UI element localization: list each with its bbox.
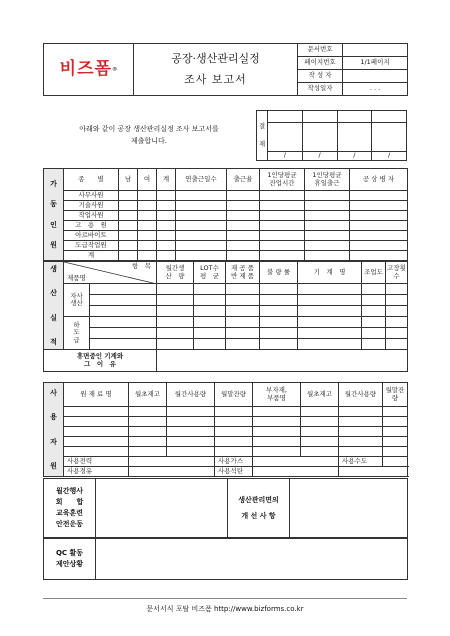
- doc-field-label: 작성일자: [298, 83, 343, 96]
- materials-cell[interactable]: [339, 417, 383, 427]
- header-table: [43, 43, 408, 96]
- production-cell[interactable]: [157, 295, 194, 306]
- production-cell[interactable]: [157, 284, 194, 295]
- materials-header: 월간사용량: [167, 383, 215, 407]
- materials-cell[interactable]: [167, 447, 215, 457]
- materials-cell[interactable]: [301, 407, 339, 417]
- staff-cell[interactable]: [176, 241, 227, 251]
- materials-cell[interactable]: [215, 447, 253, 457]
- staff-cell[interactable]: [305, 251, 350, 261]
- staff-row-label: 사무사원: [64, 191, 119, 201]
- utility-value[interactable]: [339, 467, 408, 477]
- staff-cell[interactable]: [176, 211, 227, 221]
- materials-header: 월초재고: [301, 383, 339, 407]
- approval-title-cell[interactable]: [337, 111, 372, 123]
- section-char: 산: [50, 289, 57, 298]
- production-cell[interactable]: [226, 284, 260, 295]
- corner-bottom-label: 제품명: [67, 273, 86, 282]
- intro-line2: 제출합니다.: [130, 136, 168, 145]
- production-cell[interactable]: [298, 328, 362, 339]
- production-cell[interactable]: [298, 284, 362, 295]
- approval-date-cell[interactable]: /: [302, 152, 337, 161]
- corner-top-label: 항 목: [131, 262, 151, 270]
- production-cell[interactable]: [386, 328, 408, 339]
- staff-header: 출근율: [227, 169, 260, 191]
- materials-header: 월초재고: [129, 383, 167, 407]
- materials-table: [43, 382, 408, 477]
- production-cell[interactable]: [260, 317, 298, 328]
- production-header: 재 공 품 반 제 품: [226, 262, 260, 284]
- staff-cell[interactable]: [119, 201, 138, 211]
- production-cell[interactable]: [194, 339, 226, 350]
- production-corner-cell: [64, 262, 157, 284]
- production-cell[interactable]: [90, 295, 157, 306]
- production-header: 월간생 산 량: [157, 262, 194, 284]
- production-cell[interactable]: [194, 306, 226, 317]
- production-cell[interactable]: [362, 306, 386, 317]
- materials-cell[interactable]: [64, 437, 129, 447]
- staff-cell[interactable]: [119, 191, 138, 201]
- production-group-label: 자사 생산: [64, 284, 90, 317]
- section-char: 원: [50, 461, 57, 470]
- production-header: 불 량 률: [260, 262, 298, 284]
- staff-cell[interactable]: [157, 251, 176, 261]
- staff-table: [43, 168, 408, 261]
- staff-cell[interactable]: [305, 221, 350, 231]
- utility-value[interactable]: [129, 467, 215, 477]
- staff-row-label: 기술사원: [64, 201, 119, 211]
- materials-cell[interactable]: [383, 427, 408, 437]
- logo-cell: [44, 44, 134, 96]
- section-char: 사: [50, 389, 57, 398]
- production-cell[interactable]: [157, 339, 194, 350]
- materials-cell[interactable]: [64, 447, 129, 457]
- production-cell[interactable]: [362, 317, 386, 328]
- staff-cell[interactable]: [119, 221, 138, 231]
- closure-reason-field[interactable]: [157, 350, 408, 372]
- production-table: [43, 261, 408, 372]
- staff-cell[interactable]: [305, 201, 350, 211]
- materials-header: 원 재 료 명: [64, 383, 129, 407]
- approval-date-cell[interactable]: /: [372, 152, 407, 161]
- staff-cell[interactable]: [119, 251, 138, 261]
- staff-cell[interactable]: [227, 211, 260, 221]
- production-cell[interactable]: [90, 284, 157, 295]
- production-header: LOT수 평 균: [194, 262, 226, 284]
- production-cell[interactable]: [386, 317, 408, 328]
- materials-header: 월말잔 량: [383, 383, 408, 407]
- staff-header: 여: [138, 169, 157, 191]
- footer-text: 문서서식 포탈 비즈폼 http://www.bizforms.co.kr: [146, 605, 304, 613]
- section-char: 생: [50, 265, 57, 274]
- materials-cell[interactable]: [129, 407, 167, 417]
- section-char: 자: [50, 437, 57, 446]
- production-cell[interactable]: [90, 306, 157, 317]
- production-cell[interactable]: [362, 284, 386, 295]
- staff-section-label: [44, 169, 64, 261]
- staff-cell[interactable]: [227, 201, 260, 211]
- staff-row-label: 아르바이트: [64, 231, 119, 241]
- production-cell[interactable]: [362, 295, 386, 306]
- production-cell[interactable]: [260, 284, 298, 295]
- doc-field-value[interactable]: [343, 44, 408, 57]
- production-section-label: [44, 262, 64, 350]
- qc-label: QC 활동 제안상황: [44, 539, 96, 580]
- staff-cell[interactable]: [260, 221, 305, 231]
- materials-header: 부자재, 부품명: [253, 383, 301, 407]
- production-cell[interactable]: [226, 295, 260, 306]
- production-cell[interactable]: [362, 339, 386, 350]
- production-cell[interactable]: [298, 295, 362, 306]
- production-cell[interactable]: [90, 339, 157, 350]
- materials-cell[interactable]: [383, 417, 408, 427]
- approval-date-cell[interactable]: /: [337, 152, 372, 161]
- staff-cell[interactable]: [157, 211, 176, 221]
- section-char: 용: [50, 413, 57, 422]
- production-cell[interactable]: [194, 295, 226, 306]
- production-header: 기 계 명: [298, 262, 362, 284]
- utility-value[interactable]: [253, 457, 339, 467]
- title-line1: 공장·생산관리실정: [171, 51, 260, 65]
- registered-mark: ®: [111, 66, 118, 73]
- production-group-label: 하 도 급: [64, 317, 90, 350]
- title-cell: [134, 44, 298, 96]
- staff-cell[interactable]: [260, 251, 305, 261]
- title-line2: 조사 보고서: [184, 72, 247, 86]
- utility-label: 사용전력: [64, 457, 129, 467]
- staff-header: 계: [157, 169, 176, 191]
- staff-cell[interactable]: [350, 251, 408, 261]
- staff-cell[interactable]: [227, 191, 260, 201]
- production-cell[interactable]: [90, 328, 157, 339]
- approval-char-top: 결: [258, 122, 266, 131]
- intro-line1: 아래와 같이 공장 생산관리실정 조사 보고서를: [79, 125, 219, 133]
- staff-header: 남: [119, 169, 138, 191]
- footer-rule: [43, 598, 407, 599]
- materials-header: 월말잔량: [215, 383, 253, 407]
- staff-row-label: 도급작업원: [64, 241, 119, 251]
- approval-sign-cell[interactable]: [302, 123, 337, 152]
- approval-date-cell[interactable]: /: [268, 152, 303, 161]
- utility-label: 사용가스: [215, 457, 253, 467]
- monthly-events-label: 월간행사 회 합 교육훈련 안전운동: [44, 479, 96, 538]
- utility-label: 사용경유: [64, 467, 129, 477]
- approval-sign-cell[interactable]: [372, 123, 407, 152]
- production-cell[interactable]: [298, 317, 362, 328]
- monthly-events-field[interactable]: [96, 479, 228, 538]
- doc-field-value[interactable]: [343, 70, 408, 83]
- staff-cell[interactable]: [305, 211, 350, 221]
- staff-cell[interactable]: [157, 221, 176, 231]
- approval-sign-cell[interactable]: [268, 123, 303, 152]
- production-cell[interactable]: [157, 317, 194, 328]
- materials-cell[interactable]: [301, 437, 339, 447]
- staff-cell[interactable]: [157, 231, 176, 241]
- production-cell[interactable]: [194, 328, 226, 339]
- doc-field-value[interactable]: . . .: [343, 83, 408, 96]
- production-cell[interactable]: [157, 306, 194, 317]
- staff-row-label: 고 용 원: [64, 221, 119, 231]
- staff-header: 종 별: [64, 169, 119, 191]
- production-cell[interactable]: [226, 306, 260, 317]
- approval-title-cell[interactable]: [372, 111, 407, 123]
- materials-cell[interactable]: [301, 427, 339, 437]
- production-cell[interactable]: [260, 339, 298, 350]
- approval-title-cell[interactable]: [302, 111, 337, 123]
- staff-cell[interactable]: [305, 231, 350, 241]
- staff-cell[interactable]: [176, 231, 227, 241]
- section-char: 적: [50, 337, 57, 346]
- approval-table: [256, 110, 407, 161]
- production-cell[interactable]: [386, 339, 408, 350]
- qc-table: [43, 538, 408, 580]
- qc-field[interactable]: [96, 539, 408, 580]
- staff-cell[interactable]: [138, 191, 157, 201]
- materials-cell[interactable]: [383, 407, 408, 417]
- staff-cell[interactable]: [305, 191, 350, 201]
- staff-cell[interactable]: [119, 211, 138, 221]
- intro-text: [43, 124, 255, 148]
- section-char: 원: [50, 240, 57, 249]
- materials-cell[interactable]: [339, 407, 383, 417]
- staff-cell[interactable]: [350, 201, 408, 211]
- materials-cell[interactable]: [64, 407, 129, 417]
- staff-cell[interactable]: [260, 191, 305, 201]
- doc-field-label: 문서번호: [298, 44, 343, 57]
- staff-cell[interactable]: [227, 221, 260, 231]
- utility-label: 사용석탄: [215, 467, 253, 477]
- production-cell[interactable]: [194, 317, 226, 328]
- monthly-table: [43, 478, 408, 538]
- staff-cell[interactable]: [119, 231, 138, 241]
- staff-cell[interactable]: [176, 221, 227, 231]
- staff-cell[interactable]: [176, 251, 227, 261]
- staff-cell[interactable]: [138, 211, 157, 221]
- materials-cell[interactable]: [215, 407, 253, 417]
- section-char: 동: [50, 200, 57, 209]
- staff-row-label: 작업사원: [64, 211, 119, 221]
- materials-cell[interactable]: [301, 417, 339, 427]
- staff-cell[interactable]: [138, 241, 157, 251]
- staff-cell[interactable]: [260, 211, 305, 221]
- staff-cell[interactable]: [350, 241, 408, 251]
- production-cell[interactable]: [386, 284, 408, 295]
- staff-cell[interactable]: [138, 231, 157, 241]
- production-cell[interactable]: [298, 306, 362, 317]
- section-char: 인: [50, 220, 57, 229]
- section-char: 가: [50, 180, 57, 189]
- production-header: 고장횟 수: [386, 262, 408, 284]
- approval-label: [257, 111, 268, 161]
- materials-cell[interactable]: [383, 437, 408, 447]
- staff-cell[interactable]: [350, 231, 408, 241]
- materials-cell[interactable]: [167, 417, 215, 427]
- improvement-label: 생산관리면의 개 선 사 항: [228, 479, 290, 538]
- production-cell[interactable]: [226, 317, 260, 328]
- materials-cell[interactable]: [215, 437, 253, 447]
- staff-cell[interactable]: [260, 201, 305, 211]
- staff-cell[interactable]: [227, 251, 260, 261]
- materials-cell[interactable]: [129, 437, 167, 447]
- staff-cell[interactable]: [350, 211, 408, 221]
- staff-header: 1인당평균 휴일출근: [305, 169, 350, 191]
- doc-field-value[interactable]: 1/1페이지: [343, 57, 408, 70]
- staff-cell[interactable]: [350, 221, 408, 231]
- approval-char-bottom: 재: [258, 139, 266, 148]
- staff-header: 1인당평균 잔업시간: [260, 169, 305, 191]
- staff-cell[interactable]: [176, 201, 227, 211]
- bizforms-logo: 비즈폼: [59, 58, 112, 79]
- closure-label: 휴면중인 기계와 그 이 유: [44, 350, 157, 372]
- materials-cell[interactable]: [253, 417, 301, 427]
- materials-cell[interactable]: [167, 407, 215, 417]
- materials-cell[interactable]: [64, 417, 129, 427]
- production-cell[interactable]: [386, 306, 408, 317]
- materials-cell[interactable]: [129, 427, 167, 437]
- staff-cell[interactable]: [138, 201, 157, 211]
- production-cell[interactable]: [226, 328, 260, 339]
- materials-cell[interactable]: [129, 447, 167, 457]
- materials-section-label: [44, 383, 64, 477]
- section-char: 실: [50, 313, 57, 322]
- production-cell[interactable]: [260, 306, 298, 317]
- production-cell[interactable]: [386, 295, 408, 306]
- improvement-field[interactable]: [290, 479, 408, 538]
- utility-value[interactable]: [253, 467, 339, 477]
- materials-cell[interactable]: [253, 437, 301, 447]
- materials-cell[interactable]: [215, 427, 253, 437]
- staff-cell[interactable]: [157, 201, 176, 211]
- production-cell[interactable]: [260, 328, 298, 339]
- production-cell[interactable]: [260, 295, 298, 306]
- staff-cell[interactable]: [260, 241, 305, 251]
- materials-cell[interactable]: [339, 437, 383, 447]
- materials-cell[interactable]: [253, 427, 301, 437]
- doc-field-label: 작 성 자: [298, 70, 343, 83]
- materials-cell[interactable]: [215, 417, 253, 427]
- materials-cell[interactable]: [301, 447, 339, 457]
- materials-cell[interactable]: [253, 407, 301, 417]
- production-cell[interactable]: [362, 328, 386, 339]
- staff-header: 공 상 병 자: [350, 169, 408, 191]
- materials-cell[interactable]: [167, 427, 215, 437]
- materials-cell[interactable]: [383, 447, 408, 457]
- staff-row-label: 계: [64, 251, 119, 261]
- materials-header: 월간사용량: [339, 383, 383, 407]
- production-cell[interactable]: [298, 339, 362, 350]
- staff-cell[interactable]: [157, 241, 176, 251]
- production-cell[interactable]: [90, 317, 157, 328]
- staff-cell[interactable]: [350, 191, 408, 201]
- materials-cell[interactable]: [167, 437, 215, 447]
- approval-sign-cell[interactable]: [337, 123, 372, 152]
- staff-cell[interactable]: [157, 191, 176, 201]
- utility-label: 사용수도: [339, 457, 383, 467]
- staff-header: 연출근일수: [176, 169, 227, 191]
- production-cell[interactable]: [194, 284, 226, 295]
- utility-value[interactable]: [383, 457, 408, 467]
- doc-field-label: 페이지번호: [298, 57, 343, 70]
- materials-cell[interactable]: [253, 447, 301, 457]
- staff-cell[interactable]: [260, 231, 305, 241]
- utility-value[interactable]: [129, 457, 215, 467]
- staff-cell[interactable]: [227, 231, 260, 241]
- staff-cell[interactable]: [176, 191, 227, 201]
- production-header: 조업도: [362, 262, 386, 284]
- staff-cell[interactable]: [138, 221, 157, 231]
- production-cell[interactable]: [226, 339, 260, 350]
- materials-cell[interactable]: [129, 417, 167, 427]
- materials-cell[interactable]: [339, 427, 383, 437]
- staff-cell[interactable]: [138, 251, 157, 261]
- production-cell[interactable]: [157, 328, 194, 339]
- materials-cell[interactable]: [64, 427, 129, 437]
- staff-cell[interactable]: [227, 241, 260, 251]
- approval-title-cell[interactable]: [268, 111, 303, 123]
- staff-cell[interactable]: [119, 241, 138, 251]
- materials-cell[interactable]: [339, 447, 383, 457]
- staff-cell[interactable]: [305, 241, 350, 251]
